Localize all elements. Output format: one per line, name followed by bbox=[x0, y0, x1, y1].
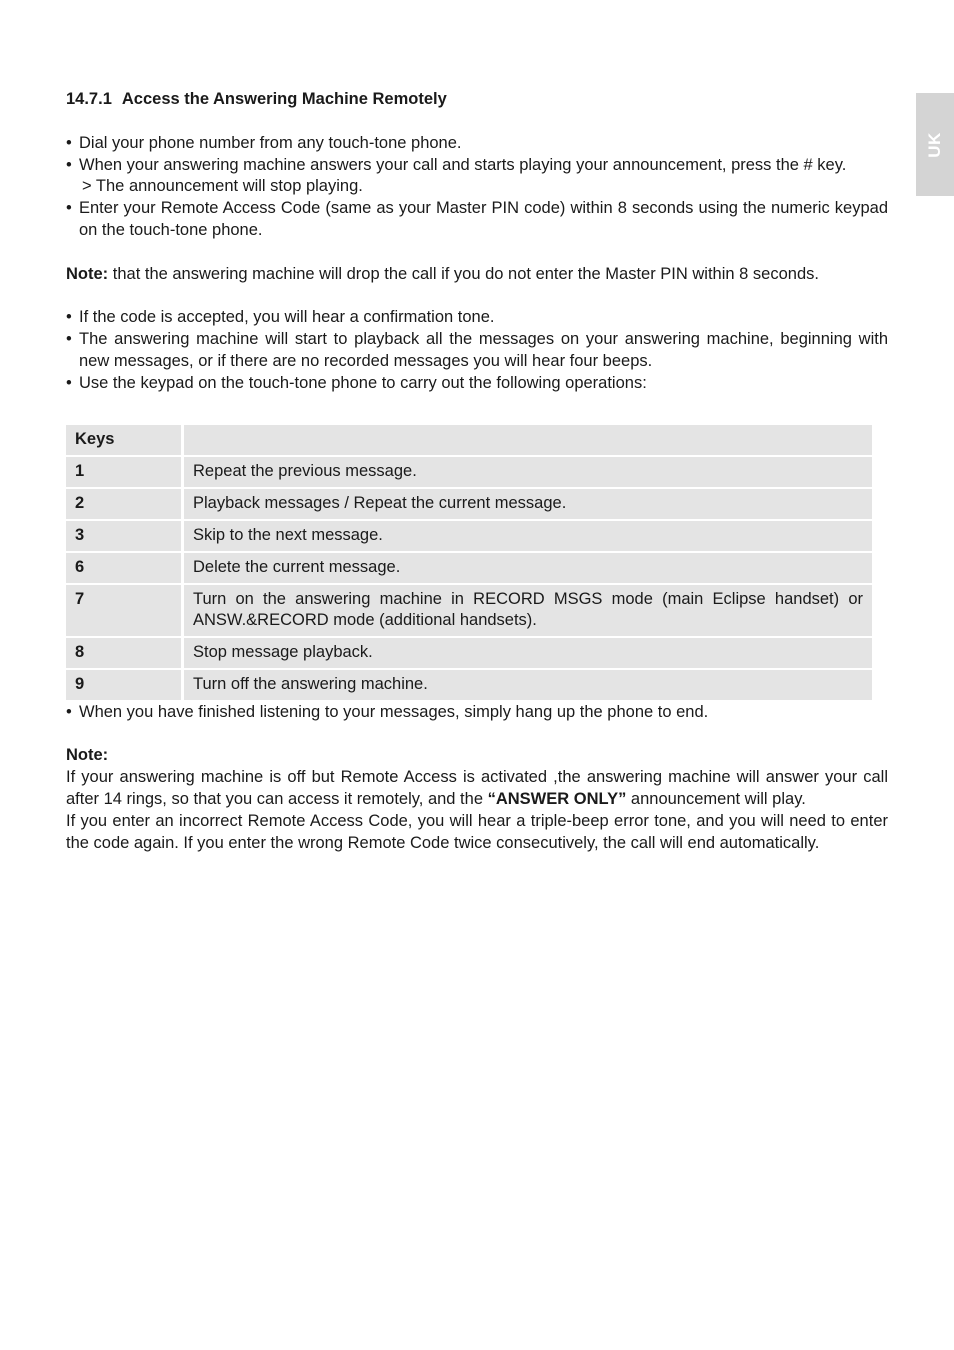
description-cell: Delete the current message. bbox=[184, 553, 872, 583]
section-number: 14.7.1 bbox=[66, 90, 112, 108]
key-cell: 8 bbox=[66, 638, 184, 668]
description-cell: Turn off the answering machine. bbox=[184, 670, 872, 700]
section-heading bbox=[66, 89, 888, 111]
step-text: When you have finished listening to your messages, simply hang up the phone to end. bbox=[79, 702, 709, 721]
step-text: When your answering machine answers your call and starts playing your announcement, press the # key. bbox=[79, 155, 847, 174]
table-header-description bbox=[184, 425, 872, 455]
list-item bbox=[66, 155, 888, 199]
table-row bbox=[66, 457, 872, 487]
note2-text-a: If your answering machine is off but Remote Access is activated ,the answering machine will answer your call after 14 rings, so that you can access it remotely, and the bbox=[66, 768, 888, 808]
key-cell: 3 bbox=[66, 521, 184, 551]
step-text: If the code is accepted, you will hear a confirmation tone. bbox=[79, 308, 495, 327]
note2-label: Note: bbox=[66, 746, 109, 765]
list-item bbox=[66, 133, 888, 155]
table-row bbox=[66, 670, 872, 700]
note2-paragraph-2: If you enter an incorrect Remote Access Code, you will hear a triple-beep error tone, and you will need to enter the code again. If you enter the wrong Remote Code twice consecutively, the call will end automatically. bbox=[66, 811, 888, 852]
table-row bbox=[66, 553, 872, 583]
step-text: The answering machine will start to playback all the messages on your answering machine, beginning with new messages, or if there are no recorded messages you will hear four beeps. bbox=[79, 329, 888, 370]
list-item bbox=[66, 307, 888, 329]
finish-list bbox=[66, 702, 888, 724]
key-cell: 6 bbox=[66, 553, 184, 583]
step-substep: > The announcement will stop playing. bbox=[82, 177, 363, 196]
description-cell: Turn on the answering machine in RECORD MSGS mode (main Eclipse handset) or ANSW.&RECORD mode (additional handsets). bbox=[184, 585, 872, 637]
table-row bbox=[66, 521, 872, 551]
step-text: Use the keypad on the touch-tone phone to carry out the following operations: bbox=[79, 373, 647, 392]
answer-only-label: “ANSWER ONLY” bbox=[487, 789, 627, 808]
note2-paragraph-1 bbox=[66, 767, 888, 811]
key-cell: 7 bbox=[66, 585, 184, 637]
table-header-row bbox=[66, 425, 872, 455]
note2-text-b: announcement will play. bbox=[626, 789, 806, 808]
step-text: Dial your phone number from any touch-tone phone. bbox=[79, 133, 462, 152]
list-item bbox=[66, 198, 888, 242]
description-cell: Playback messages / Repeat the current message. bbox=[184, 489, 872, 519]
description-cell: Skip to the next message. bbox=[184, 521, 872, 551]
key-cell: 9 bbox=[66, 670, 184, 700]
steps-list-2 bbox=[66, 307, 888, 394]
note-text: that the answering machine will drop the call if you do not enter the Master PIN within 8 seconds. bbox=[108, 264, 819, 283]
page-content bbox=[66, 89, 888, 854]
description-cell: Repeat the previous message. bbox=[184, 457, 872, 487]
description-cell: Stop message playback. bbox=[184, 638, 872, 668]
note-label: Note: bbox=[66, 264, 109, 283]
section-title: Access the Answering Machine Remotely bbox=[121, 90, 447, 108]
language-tab-label: UK bbox=[925, 131, 944, 158]
language-tab bbox=[916, 93, 954, 196]
step-text: Enter your Remote Access Code (same as your Master PIN code) within 8 seconds using the numeric keypad on the touch-tone phone. bbox=[79, 199, 888, 239]
table-row bbox=[66, 489, 872, 519]
key-cell: 1 bbox=[66, 457, 184, 487]
list-item bbox=[66, 702, 888, 724]
table-row bbox=[66, 638, 872, 668]
table-header-keys: Keys bbox=[66, 425, 184, 455]
note-paragraph bbox=[66, 264, 888, 286]
list-item bbox=[66, 329, 888, 373]
key-operations-table bbox=[66, 423, 872, 701]
list-item bbox=[66, 373, 888, 395]
table-row bbox=[66, 585, 872, 637]
steps-list bbox=[66, 133, 888, 242]
key-cell: 2 bbox=[66, 489, 184, 519]
